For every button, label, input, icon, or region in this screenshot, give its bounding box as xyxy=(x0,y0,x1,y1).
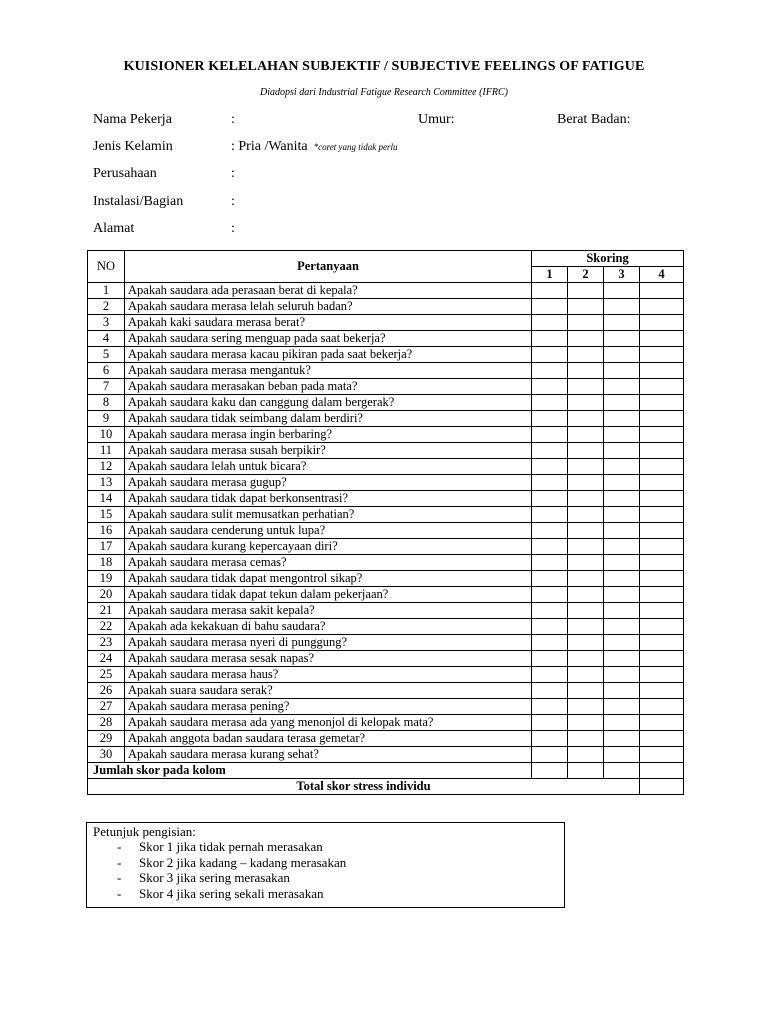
row-number: 10 xyxy=(88,427,125,443)
row-question: Apakah saudara tidak seimbang dalam berdiri? xyxy=(125,411,532,427)
score-cell-2[interactable] xyxy=(568,635,604,651)
row-number: 30 xyxy=(88,747,125,763)
score-cell-2[interactable] xyxy=(568,571,604,587)
score-cell-1[interactable] xyxy=(532,363,568,379)
score-cell-3[interactable] xyxy=(604,459,640,475)
score-cell-3[interactable] xyxy=(604,347,640,363)
table-row xyxy=(88,603,684,619)
score-cell-2[interactable] xyxy=(568,603,604,619)
row-question: Apakah saudara merasa ingin berbaring? xyxy=(125,427,532,443)
score-cell-4[interactable] xyxy=(640,299,684,315)
score-cell-2[interactable] xyxy=(568,443,604,459)
jumlah-skor-label: Jumlah skor pada kolom xyxy=(88,763,532,779)
row-number: 22 xyxy=(88,619,125,635)
instruction-item xyxy=(93,870,564,886)
header-no: NO xyxy=(88,251,125,283)
score-cell-3[interactable] xyxy=(604,411,640,427)
score-cell-1[interactable] xyxy=(532,635,568,651)
jenis-kelamin-options: : Pria /Wanita xyxy=(231,139,308,154)
berat-badan-label: Berat Badan: xyxy=(557,112,631,127)
header-pertanyaan: Pertanyaan xyxy=(125,251,532,283)
instruction-item xyxy=(93,886,564,902)
table-row xyxy=(88,619,684,635)
table-row xyxy=(88,699,684,715)
row-question: Apakah saudara merasa gugup? xyxy=(125,475,532,491)
score-cell-2[interactable] xyxy=(568,747,604,763)
score-cell-4[interactable] xyxy=(640,699,684,715)
score-cell-1[interactable] xyxy=(532,619,568,635)
table-row xyxy=(88,491,684,507)
score-cell-1[interactable] xyxy=(532,523,568,539)
score-cell-2[interactable] xyxy=(568,395,604,411)
row-number: 24 xyxy=(88,651,125,667)
table-row xyxy=(88,395,684,411)
score-cell-2[interactable] xyxy=(568,299,604,315)
table-row xyxy=(88,459,684,475)
score-cell-2[interactable] xyxy=(568,683,604,699)
score-cell-2[interactable] xyxy=(568,347,604,363)
score-cell-4[interactable] xyxy=(640,587,684,603)
score-cell-3[interactable] xyxy=(604,587,640,603)
row-number: 11 xyxy=(88,443,125,459)
score-cell-3[interactable] xyxy=(604,395,640,411)
header-score-3: 3 xyxy=(604,267,640,283)
row-number: 28 xyxy=(88,715,125,731)
score-cell-2[interactable] xyxy=(568,411,604,427)
score-cell-4[interactable] xyxy=(640,507,684,523)
score-cell-3[interactable] xyxy=(604,523,640,539)
row-question: Apakah saudara kaku dan canggung dalam bergerak? xyxy=(125,395,532,411)
score-cell-1[interactable] xyxy=(532,699,568,715)
score-cell-4[interactable] xyxy=(640,379,684,395)
row-question: Apakah saudara merasa pening? xyxy=(125,699,532,715)
row-question: Apakah anggota badan saudara terasa gemetar? xyxy=(125,731,532,747)
score-cell-2[interactable] xyxy=(568,699,604,715)
table-row xyxy=(88,283,684,299)
jumlah-cell-2[interactable] xyxy=(568,763,604,779)
perusahaan-label: Perusahaan xyxy=(93,166,157,181)
instalasi-colon: : xyxy=(231,194,235,209)
row-number: 2 xyxy=(88,299,125,315)
score-cell-2[interactable] xyxy=(568,331,604,347)
score-cell-3[interactable] xyxy=(604,731,640,747)
score-cell-3[interactable] xyxy=(604,539,640,555)
score-cell-4[interactable] xyxy=(640,635,684,651)
score-cell-2[interactable] xyxy=(568,715,604,731)
table-row xyxy=(88,555,684,571)
score-cell-1[interactable] xyxy=(532,587,568,603)
score-cell-4[interactable] xyxy=(640,667,684,683)
score-cell-3[interactable] xyxy=(604,619,640,635)
score-cell-4[interactable] xyxy=(640,459,684,475)
score-cell-4[interactable] xyxy=(640,731,684,747)
score-cell-3[interactable] xyxy=(604,331,640,347)
row-question: Apakah saudara ada perasaan berat di kepala? xyxy=(125,283,532,299)
row-question: Apakah suara saudara serak? xyxy=(125,683,532,699)
nama-pekerja-label: Nama Pekerja xyxy=(93,112,172,127)
score-cell-1[interactable] xyxy=(532,347,568,363)
score-cell-1[interactable] xyxy=(532,459,568,475)
score-cell-4[interactable] xyxy=(640,475,684,491)
score-cell-2[interactable] xyxy=(568,427,604,443)
questionnaire-body xyxy=(88,283,684,763)
score-cell-3[interactable] xyxy=(604,507,640,523)
score-cell-4[interactable] xyxy=(640,315,684,331)
table-row xyxy=(88,747,684,763)
score-cell-1[interactable] xyxy=(532,651,568,667)
score-cell-2[interactable] xyxy=(568,523,604,539)
table-row xyxy=(88,379,684,395)
row-question: Apakah saudara cenderung untuk lupa? xyxy=(125,523,532,539)
total-skor-label: Total skor stress individu xyxy=(88,779,640,795)
row-question: Apakah saudara merasakan beban pada mata? xyxy=(125,379,532,395)
row-number: 27 xyxy=(88,699,125,715)
table-row xyxy=(88,731,684,747)
score-cell-1[interactable] xyxy=(532,571,568,587)
row-question: Apakah saudara kurang kepercayaan diri? xyxy=(125,539,532,555)
score-cell-4[interactable] xyxy=(640,491,684,507)
score-cell-4[interactable] xyxy=(640,571,684,587)
instruction-item xyxy=(93,855,564,871)
header-score-2: 2 xyxy=(568,267,604,283)
score-cell-2[interactable] xyxy=(568,283,604,299)
score-cell-1[interactable] xyxy=(532,379,568,395)
score-cell-3[interactable] xyxy=(604,603,640,619)
row-question: Apakah ada kekakuan di bahu saudara? xyxy=(125,619,532,635)
score-cell-4[interactable] xyxy=(640,539,684,555)
jenis-kelamin-label: Jenis Kelamin xyxy=(93,139,173,154)
row-number: 23 xyxy=(88,635,125,651)
score-cell-1[interactable] xyxy=(532,683,568,699)
row-number: 17 xyxy=(88,539,125,555)
score-cell-3[interactable] xyxy=(604,491,640,507)
questionnaire-table xyxy=(87,250,684,795)
score-cell-4[interactable] xyxy=(640,603,684,619)
score-cell-4[interactable] xyxy=(640,347,684,363)
row-number: 20 xyxy=(88,587,125,603)
score-cell-2[interactable] xyxy=(568,475,604,491)
jumlah-cell-1[interactable] xyxy=(532,763,568,779)
row-number: 6 xyxy=(88,363,125,379)
score-cell-1[interactable] xyxy=(532,507,568,523)
row-question: Apakah kaki saudara merasa berat? xyxy=(125,315,532,331)
score-cell-4[interactable] xyxy=(640,747,684,763)
score-cell-3[interactable] xyxy=(604,315,640,331)
row-question: Apakah saudara sering menguap pada saat bekerja? xyxy=(125,331,532,347)
alamat-colon: : xyxy=(231,221,235,236)
score-cell-3[interactable] xyxy=(604,699,640,715)
alamat-label: Alamat xyxy=(93,221,135,236)
instructions-heading: Petunjuk pengisian: xyxy=(93,824,196,839)
score-cell-3[interactable] xyxy=(604,379,640,395)
jenis-kelamin-value xyxy=(231,139,398,155)
row-number: 25 xyxy=(88,667,125,683)
score-cell-2[interactable] xyxy=(568,459,604,475)
jenis-kelamin-note: *coret yang tidak perlu xyxy=(313,142,398,152)
nama-pekerja-colon: : xyxy=(231,112,235,127)
header-score-4: 4 xyxy=(640,267,684,283)
table-row xyxy=(88,667,684,683)
score-cell-3[interactable] xyxy=(604,715,640,731)
score-cell-1[interactable] xyxy=(532,667,568,683)
row-question: Apakah saudara merasa mengantuk? xyxy=(125,363,532,379)
table-row xyxy=(88,507,684,523)
instruction-bullet: - xyxy=(117,885,122,901)
table-row xyxy=(88,299,684,315)
row-number: 3 xyxy=(88,315,125,331)
total-skor-cell[interactable] xyxy=(640,779,684,795)
score-cell-1[interactable] xyxy=(532,539,568,555)
instruction-bullet: - xyxy=(117,870,122,885)
row-question: Apakah saudara lelah untuk bicara? xyxy=(125,459,532,475)
score-cell-2[interactable] xyxy=(568,379,604,395)
table-row xyxy=(88,363,684,379)
table-row xyxy=(88,683,684,699)
score-cell-3[interactable] xyxy=(604,651,640,667)
row-question: Apakah saudara merasa susah berpikir? xyxy=(125,443,532,459)
row-number: 8 xyxy=(88,395,125,411)
row-question: Apakah saudara merasa kacau pikiran pada saat bekerja? xyxy=(125,347,532,363)
row-question: Apakah saudara merasa lelah seluruh badan? xyxy=(125,299,532,315)
score-cell-1[interactable] xyxy=(532,443,568,459)
row-question: Apakah saudara merasa sesak napas? xyxy=(125,651,532,667)
page-subtitle: Diadopsi dari Industrial Fatigue Research Committee (IFRC) xyxy=(260,87,508,98)
score-cell-3[interactable] xyxy=(604,555,640,571)
row-question: Apakah saudara merasa sakit kepala? xyxy=(125,603,532,619)
instruction-bullet: - xyxy=(117,854,122,870)
table-row xyxy=(88,539,684,555)
row-number: 16 xyxy=(88,523,125,539)
row-number: 26 xyxy=(88,683,125,699)
row-number: 9 xyxy=(88,411,125,427)
score-cell-2[interactable] xyxy=(568,667,604,683)
table-row xyxy=(88,443,684,459)
table-row xyxy=(88,475,684,491)
row-question: Apakah saudara merasa nyeri di punggung? xyxy=(125,635,532,651)
instruction-bullet: - xyxy=(117,839,122,854)
score-cell-2[interactable] xyxy=(568,555,604,571)
score-cell-2[interactable] xyxy=(568,587,604,603)
score-cell-4[interactable] xyxy=(640,715,684,731)
score-cell-4[interactable] xyxy=(640,411,684,427)
score-cell-4[interactable] xyxy=(640,555,684,571)
score-cell-1[interactable] xyxy=(532,299,568,315)
score-cell-2[interactable] xyxy=(568,491,604,507)
score-cell-4[interactable] xyxy=(640,443,684,459)
jumlah-cell-3[interactable] xyxy=(604,763,640,779)
instruction-text: Skor 2 jika kadang – kadang merasakan xyxy=(139,854,347,870)
score-cell-4[interactable] xyxy=(640,619,684,635)
row-question: Apakah saudara merasa cemas? xyxy=(125,555,532,571)
instruction-text: Skor 3 jika sering merasakan xyxy=(139,870,290,885)
row-number: 7 xyxy=(88,379,125,395)
table-row xyxy=(88,635,684,651)
instructions-list xyxy=(93,839,564,901)
header-score-1: 1 xyxy=(532,267,568,283)
score-cell-2[interactable] xyxy=(568,619,604,635)
header-skoring: Skoring xyxy=(532,251,684,267)
score-cell-1[interactable] xyxy=(532,731,568,747)
score-cell-4[interactable] xyxy=(640,523,684,539)
table-row xyxy=(88,571,684,587)
row-number: 21 xyxy=(88,603,125,619)
page-title: KUISIONER KELELAHAN SUBJEKTIF / SUBJECTIVE FEELINGS OF FATIGUE xyxy=(123,59,645,74)
score-cell-1[interactable] xyxy=(532,555,568,571)
table-row xyxy=(88,315,684,331)
score-cell-1[interactable] xyxy=(532,395,568,411)
row-question: Apakah saudara merasa kurang sehat? xyxy=(125,747,532,763)
score-cell-3[interactable] xyxy=(604,667,640,683)
row-question: Apakah saudara tidak dapat berkonsentrasi? xyxy=(125,491,532,507)
score-cell-4[interactable] xyxy=(640,395,684,411)
table-row xyxy=(88,331,684,347)
score-cell-2[interactable] xyxy=(568,363,604,379)
score-cell-1[interactable] xyxy=(532,475,568,491)
instruction-text: Skor 4 jika sering sekali merasakan xyxy=(139,885,324,901)
score-cell-3[interactable] xyxy=(604,747,640,763)
row-number: 1 xyxy=(88,283,125,299)
score-cell-3[interactable] xyxy=(604,635,640,651)
score-cell-2[interactable] xyxy=(568,507,604,523)
score-cell-3[interactable] xyxy=(604,363,640,379)
row-question: Apakah saudara merasa haus? xyxy=(125,667,532,683)
score-cell-4[interactable] xyxy=(640,363,684,379)
instruction-text: Skor 1 jika tidak pernah merasakan xyxy=(139,839,323,854)
score-cell-3[interactable] xyxy=(604,299,640,315)
score-cell-2[interactable] xyxy=(568,731,604,747)
instalasi-label: Instalasi/Bagian xyxy=(93,194,184,209)
table-row xyxy=(88,411,684,427)
jumlah-cell-4[interactable] xyxy=(640,763,684,779)
row-number: 15 xyxy=(88,507,125,523)
score-cell-1[interactable] xyxy=(532,491,568,507)
row-number: 5 xyxy=(88,347,125,363)
umur-label: Umur: xyxy=(418,112,455,127)
score-cell-2[interactable] xyxy=(568,539,604,555)
score-cell-2[interactable] xyxy=(568,315,604,331)
score-cell-1[interactable] xyxy=(532,315,568,331)
table-row xyxy=(88,715,684,731)
row-question: Apakah saudara tidak dapat tekun dalam pekerjaan? xyxy=(125,587,532,603)
score-cell-1[interactable] xyxy=(532,715,568,731)
score-cell-3[interactable] xyxy=(604,683,640,699)
score-cell-1[interactable] xyxy=(532,283,568,299)
score-cell-4[interactable] xyxy=(640,283,684,299)
row-number: 12 xyxy=(88,459,125,475)
score-cell-4[interactable] xyxy=(640,331,684,347)
row-number: 4 xyxy=(88,331,125,347)
instruction-item xyxy=(93,839,564,855)
score-cell-1[interactable] xyxy=(532,411,568,427)
table-row xyxy=(88,347,684,363)
score-cell-3[interactable] xyxy=(604,283,640,299)
score-cell-4[interactable] xyxy=(640,683,684,699)
table-row xyxy=(88,427,684,443)
row-number: 18 xyxy=(88,555,125,571)
score-cell-1[interactable] xyxy=(532,331,568,347)
row-question: Apakah saudara sulit memusatkan perhatian? xyxy=(125,507,532,523)
table-row xyxy=(88,651,684,667)
score-cell-4[interactable] xyxy=(640,427,684,443)
instructions-box xyxy=(86,822,565,908)
score-cell-1[interactable] xyxy=(532,747,568,763)
row-number: 14 xyxy=(88,491,125,507)
score-cell-2[interactable] xyxy=(568,651,604,667)
perusahaan-colon: : xyxy=(231,166,235,181)
table-row xyxy=(88,523,684,539)
score-cell-1[interactable] xyxy=(532,603,568,619)
score-cell-3[interactable] xyxy=(604,427,640,443)
score-cell-3[interactable] xyxy=(604,571,640,587)
row-question: Apakah saudara tidak dapat mengontrol sikap? xyxy=(125,571,532,587)
score-cell-3[interactable] xyxy=(604,443,640,459)
row-number: 13 xyxy=(88,475,125,491)
score-cell-1[interactable] xyxy=(532,427,568,443)
score-cell-4[interactable] xyxy=(640,651,684,667)
row-number: 29 xyxy=(88,731,125,747)
score-cell-3[interactable] xyxy=(604,475,640,491)
row-question: Apakah saudara merasa ada yang menonjol di kelopak mata? xyxy=(125,715,532,731)
row-number: 19 xyxy=(88,571,125,587)
table-row xyxy=(88,587,684,603)
